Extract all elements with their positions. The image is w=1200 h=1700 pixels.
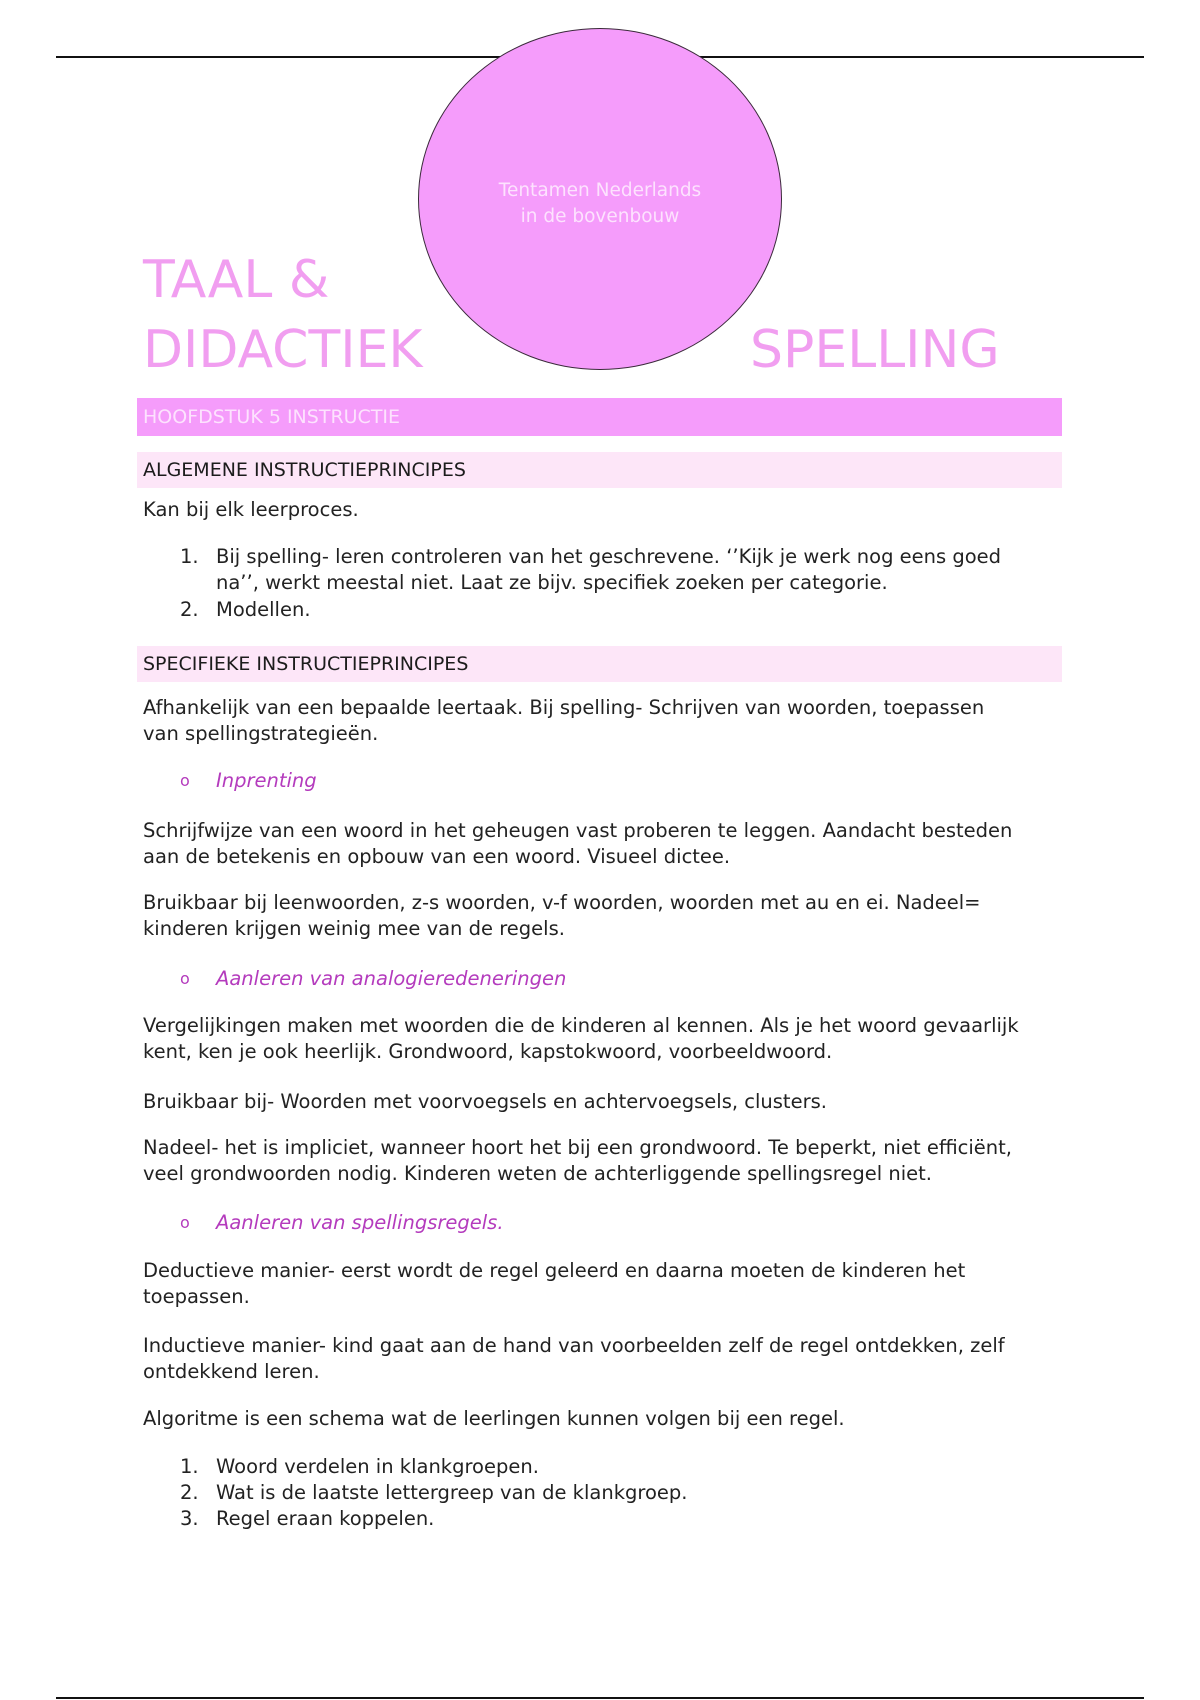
subheading-text: Aanleren van spellingsregels. <box>216 1211 504 1234</box>
list-number: 2. <box>180 1481 199 1504</box>
regels-paragraph-1 <box>143 1258 1063 1310</box>
list-number: 1. <box>180 1455 199 1478</box>
paragraph-line: veel grondwoorden nodig. Kinderen weten de achterliggende spellingsregel niet. <box>143 1162 932 1185</box>
section-heading-algemene: ALGEMENE INSTRUCTIEPRINCIPES <box>137 452 1062 488</box>
regels-paragraph-2 <box>143 1333 1063 1385</box>
section-heading-specifieke: SPECIFIEKE INSTRUCTIEPRINCIPES <box>137 646 1062 682</box>
circle-caption-line2: in de bovenbouw <box>520 206 680 227</box>
list-text: Modellen. <box>216 598 311 621</box>
bullet-icon: o <box>180 1213 190 1232</box>
inprenting-paragraph-2 <box>143 890 1063 942</box>
paragraph-line: Vergelijkingen maken met woorden die de kinderen al kennen. Als je het woord gevaarlijk <box>143 1014 1019 1037</box>
paragraph-line: aan de betekenis en opbouw van een woord. Visueel dictee. <box>143 845 731 868</box>
paragraph-line: Deductieve manier- eerst wordt de regel geleerd en daarna moeten de kinderen het <box>143 1259 966 1282</box>
paragraph-line: Bruikbaar bij leenwoorden, z-s woorden, v-f woorden, woorden met au en ei. Nadeel= <box>143 891 981 914</box>
list-text: Regel eraan koppelen. <box>216 1507 435 1530</box>
chapter-heading: HOOFDSTUK 5 INSTRUCTIE <box>137 398 1062 436</box>
analogie-paragraph-2: Bruikbaar bij- Woorden met voorvoegsels en achtervoegsels, clusters. <box>143 1090 827 1113</box>
circle-caption <box>418 178 782 230</box>
list-text <box>216 544 1066 596</box>
list-text: Wat is de laatste lettergreep van de klankgroep. <box>216 1481 688 1504</box>
subheading-text: Aanleren van analogieredeneringen <box>216 967 567 990</box>
bullet-icon: o <box>180 969 190 988</box>
bullet-icon: o <box>180 771 190 790</box>
subheading-text: Inprenting <box>216 769 317 792</box>
paragraph-line: Nadeel- het is impliciet, wanneer hoort het bij een grondwoord. Te beperkt, niet efficiënt, <box>143 1136 1013 1159</box>
list-text-line2: na’’, werkt meestal niet. Laat ze bijv. specifiek zoeken per categorie. <box>216 571 888 594</box>
analogie-paragraph-3 <box>143 1135 1063 1187</box>
analogie-paragraph-1 <box>143 1013 1063 1065</box>
bottom-rule <box>56 1697 1144 1699</box>
section2-intro <box>143 695 1063 747</box>
subject-title: SPELLING <box>750 320 1000 380</box>
paragraph-line: Inductieve manier- kind gaat aan de hand van voorbeelden zelf de regel ontdekken, zelf <box>143 1334 1005 1357</box>
list-number: 1. <box>180 545 199 568</box>
main-title-line2: DIDACTIEK <box>143 320 423 380</box>
list-text-line1: Bij spelling- leren controleren van het geschrevene. ‘’Kijk je werk nog eens goed <box>216 545 1002 568</box>
list-number: 2. <box>180 598 199 621</box>
regels-paragraph-3: Algoritme is een schema wat de leerlingen kunnen volgen bij een regel. <box>143 1407 845 1430</box>
main-title <box>143 245 423 385</box>
main-title-line1: TAAL & <box>143 250 330 310</box>
paragraph-line: kinderen krijgen weinig mee van de regels. <box>143 917 565 940</box>
paragraph-line: kent, ken je ook heerlijk. Grondwoord, kapstokwoord, voorbeeldwoord. <box>143 1040 833 1063</box>
section2-intro-line2: van spellingstrategieën. <box>143 722 379 745</box>
paragraph-line: Schrijfwijze van een woord in het geheugen vast proberen te leggen. Aandacht besteden <box>143 819 1013 842</box>
section2-intro-line1: Afhankelijk van een bepaalde leertaak. Bij spelling- Schrijven van woorden, toepassen <box>143 696 985 719</box>
section1-intro: Kan bij elk leerproces. <box>143 498 359 521</box>
list-text: Woord verdelen in klankgroepen. <box>216 1455 539 1478</box>
circle-caption-line1: Tentamen Nederlands <box>498 180 702 201</box>
list-number: 3. <box>180 1507 199 1530</box>
paragraph-line: toepassen. <box>143 1285 250 1308</box>
inprenting-paragraph-1 <box>143 818 1063 870</box>
paragraph-line: ontdekkend leren. <box>143 1360 320 1383</box>
